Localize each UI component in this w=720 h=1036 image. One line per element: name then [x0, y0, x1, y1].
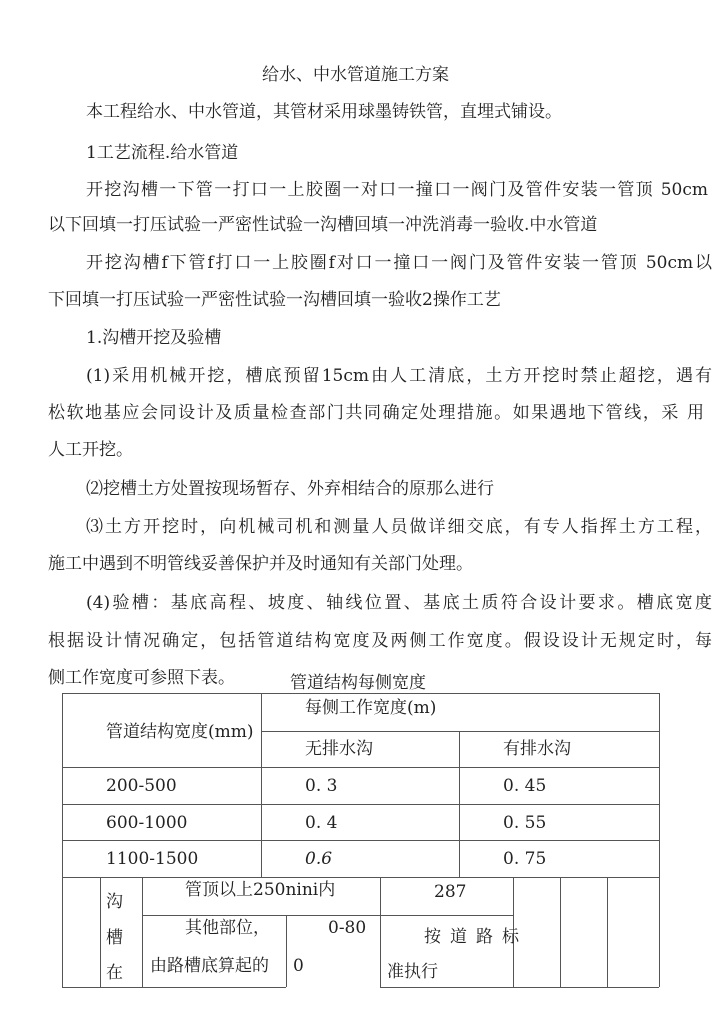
- table-border: [560, 877, 561, 987]
- paragraph: (1)采用机械开挖，槽底预留15cm由人工清底，土方开挖时禁止超挖，遇有: [86, 366, 712, 386]
- table-cell: 0: [293, 956, 304, 976]
- table-cell: 按道路标: [424, 927, 528, 947]
- table-cell: 其他部位，: [185, 918, 270, 938]
- table-cell: 0.6: [305, 849, 333, 869]
- section-heading: 1工艺流程.给水管道: [86, 143, 239, 163]
- document-title: 给水、中水管道施工方案: [262, 65, 449, 85]
- header-structure-width: 管道结构宽度(mm): [106, 722, 254, 742]
- table-cell: 0. 4: [305, 813, 338, 833]
- table-border: [62, 987, 286, 988]
- table-cell: 0. 45: [503, 776, 547, 796]
- table-cell: 准执行: [387, 962, 438, 982]
- table-border: [286, 915, 287, 987]
- paragraph: 松软地基应会同设计及质量检查部门共同确定处理措施。如果遇地下管线，采 用: [48, 403, 704, 423]
- paragraph: 根据设计情况确定，包括管道结构宽度及两侧工作宽度。假设设计无规定时，每: [48, 631, 712, 651]
- table-border: [380, 987, 659, 988]
- table-cell: 0-80: [328, 918, 367, 938]
- vertical-label-char: 沟: [106, 892, 123, 912]
- table-border: [261, 731, 659, 732]
- table-border: [142, 915, 513, 916]
- table-cell: 0. 3: [305, 776, 338, 796]
- paragraph: 开挖沟槽f下管f打口一上胶圈f对口一撞口一阀门及管件安装一管顶 50cm以: [86, 253, 712, 273]
- paragraph: 侧工作宽度可参照下表。: [48, 668, 235, 688]
- paragraph: 人工开挖。: [48, 440, 133, 460]
- paragraph: (4)验槽：基底高程、坡度、轴线位置、基底土质符合设计要求。槽底宽度: [86, 593, 712, 613]
- table-cell: 0. 55: [503, 813, 547, 833]
- table-border: [380, 877, 381, 987]
- header-work-width: 每侧工作宽度(m): [305, 698, 437, 718]
- table-cell: 287: [434, 882, 467, 902]
- header-with-drain: 有排水沟: [503, 739, 571, 759]
- table-cell: 1100-1500: [106, 849, 199, 869]
- paragraph: 施工中遇到不明管线妥善保护并及时通知有关部门处理。: [48, 554, 473, 574]
- table-border: [100, 877, 101, 987]
- table-border: [62, 877, 659, 878]
- table-border: [459, 731, 460, 877]
- table-border: [261, 693, 262, 877]
- table-cell: 600-1000: [106, 813, 188, 833]
- vertical-label-char: 在: [106, 963, 123, 983]
- paragraph: 以下回填一打压试验一严密性试验一沟槽回填一冲洗消毒一验收.中水管道: [48, 215, 598, 235]
- header-no-drain: 无排水沟: [305, 739, 373, 759]
- table-border: [62, 693, 659, 694]
- paragraph: 本工程给水、中水管道，其管材采用球墨铸铁管，直埋式铺设。: [86, 102, 562, 122]
- paragraph: ⑶土方开挖时，向机械司机和测量人员做详细交底，有专人指挥土方工程，: [86, 517, 712, 537]
- vertical-label-char: 槽: [106, 928, 123, 948]
- paragraph: 开挖沟槽一下管一打口一上胶圈一对口一撞口一阀门及管件安装一管顶 50cm: [86, 180, 708, 200]
- section-heading: 1.沟槽开挖及验槽: [86, 328, 222, 348]
- table-cell: 0. 75: [503, 849, 547, 869]
- table-border: [62, 767, 659, 768]
- table-border: [142, 877, 143, 987]
- paragraph: 下回填一打压试验一严密性试验一沟槽回填一验收2操作工艺: [48, 290, 501, 310]
- table-border: [659, 693, 660, 987]
- table-border: [62, 840, 659, 841]
- table-cell: 管顶以上250nini内: [185, 880, 336, 900]
- table-border: [62, 804, 659, 805]
- table-border: [62, 693, 63, 987]
- table-cell: 200-500: [106, 776, 177, 796]
- table-caption: 管道结构每侧宽度: [290, 673, 426, 693]
- table-border: [607, 877, 608, 987]
- paragraph: ⑵挖槽土方处置按现场暂存、外弃相结合的原那么进行: [86, 479, 494, 499]
- table-cell: 由路槽底算起的: [150, 956, 269, 976]
